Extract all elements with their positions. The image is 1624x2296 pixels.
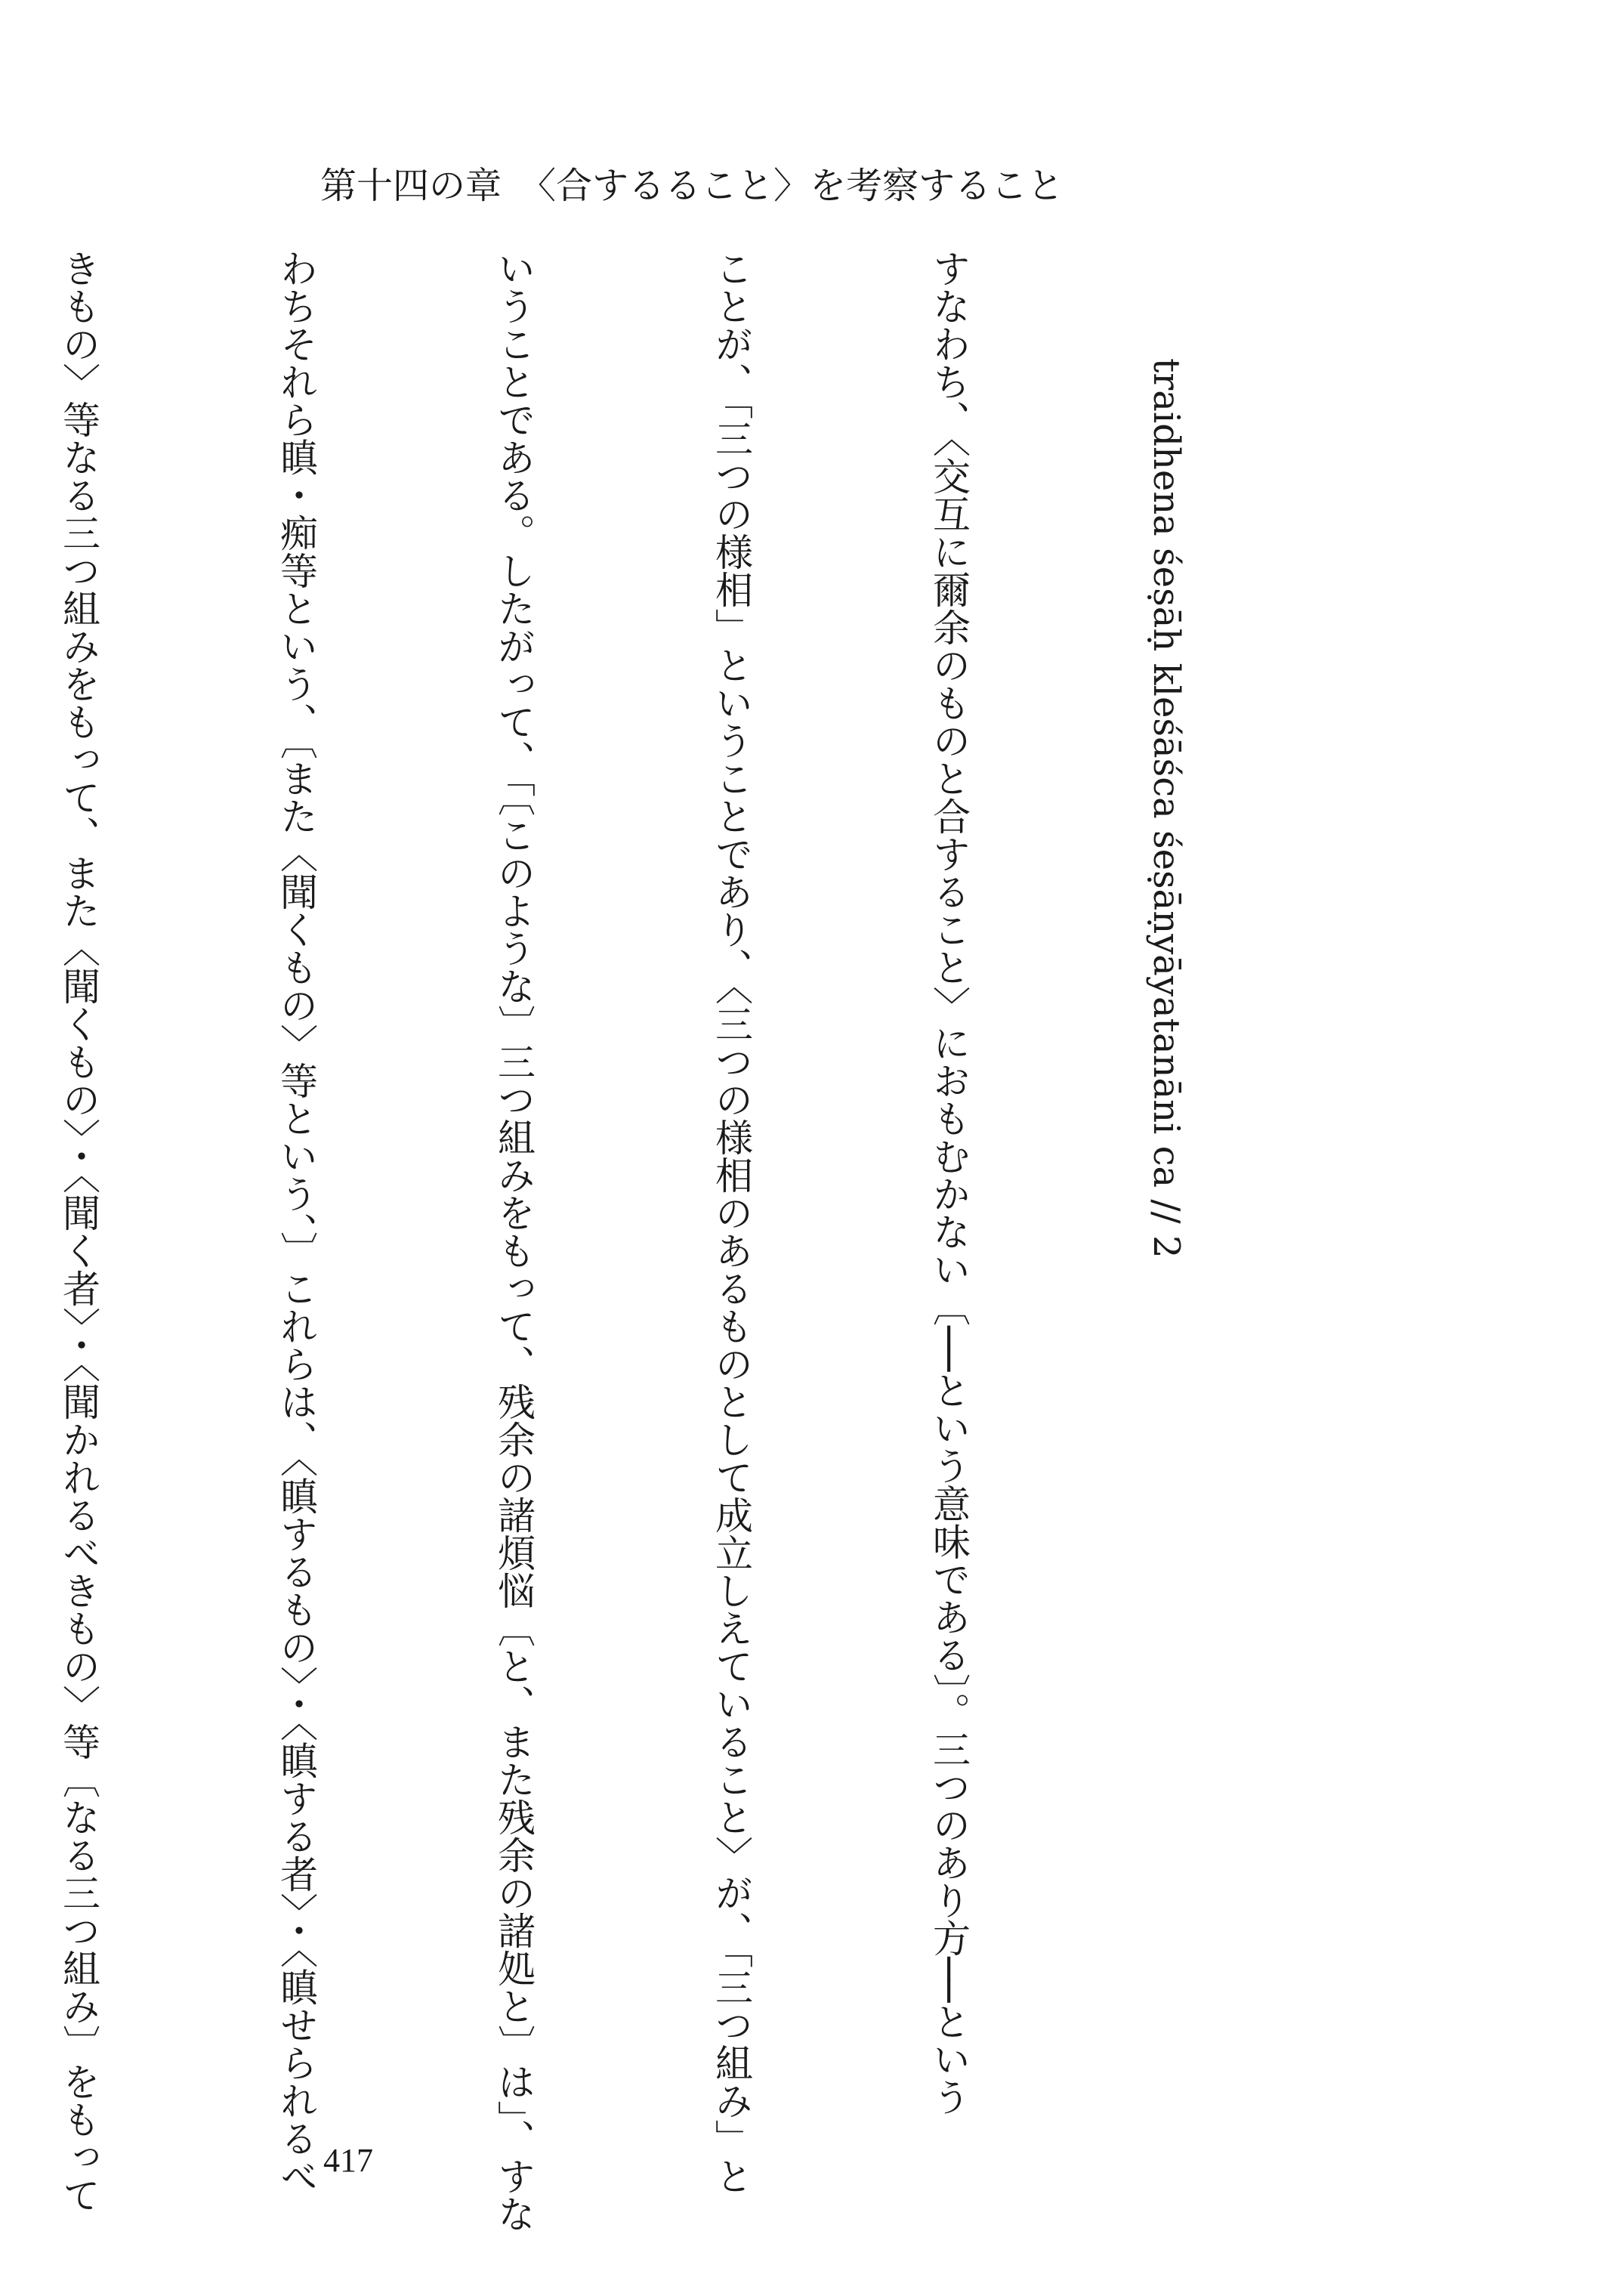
text-line: いうことである。したがって、「〔このような〕三つ組みをもって、残余の諸煩悩〔と、また残余の諸処と〕は」、すな xyxy=(492,249,536,2233)
text-line: traidhena śeṣāḥ kleśāśca śeṣāṇyāyatanāni ca // 2 xyxy=(1145,249,1187,1259)
page-number: 417 xyxy=(323,2142,373,2179)
running-header: 第十四の章 〈合するること〉を考察すること xyxy=(320,165,1064,207)
text-line: すなわち、〈交互に爾余のものと合すること〉におもむかない〔──という意味である〕。三つのあり方──という xyxy=(927,249,971,2116)
text-line: きもの〉等なる三つ組みをもって、また〈聞くもの〉・〈聞く者〉・〈聞かれるべきもの〉等〔なる三つ組み〕をもって xyxy=(57,249,100,2214)
text-line: ことが、「三つの様相」ということであり、〈三つの様相のあるものとして成立しえていること〉が、「三つ組み」と xyxy=(709,249,753,2195)
text-line: わちそれら瞋・痴等という、〔また〈聞くもの〉等という、〕これらは、〈瞋するもの〉・〈瞋する者〉・〈瞋せられるべ xyxy=(274,249,318,2195)
